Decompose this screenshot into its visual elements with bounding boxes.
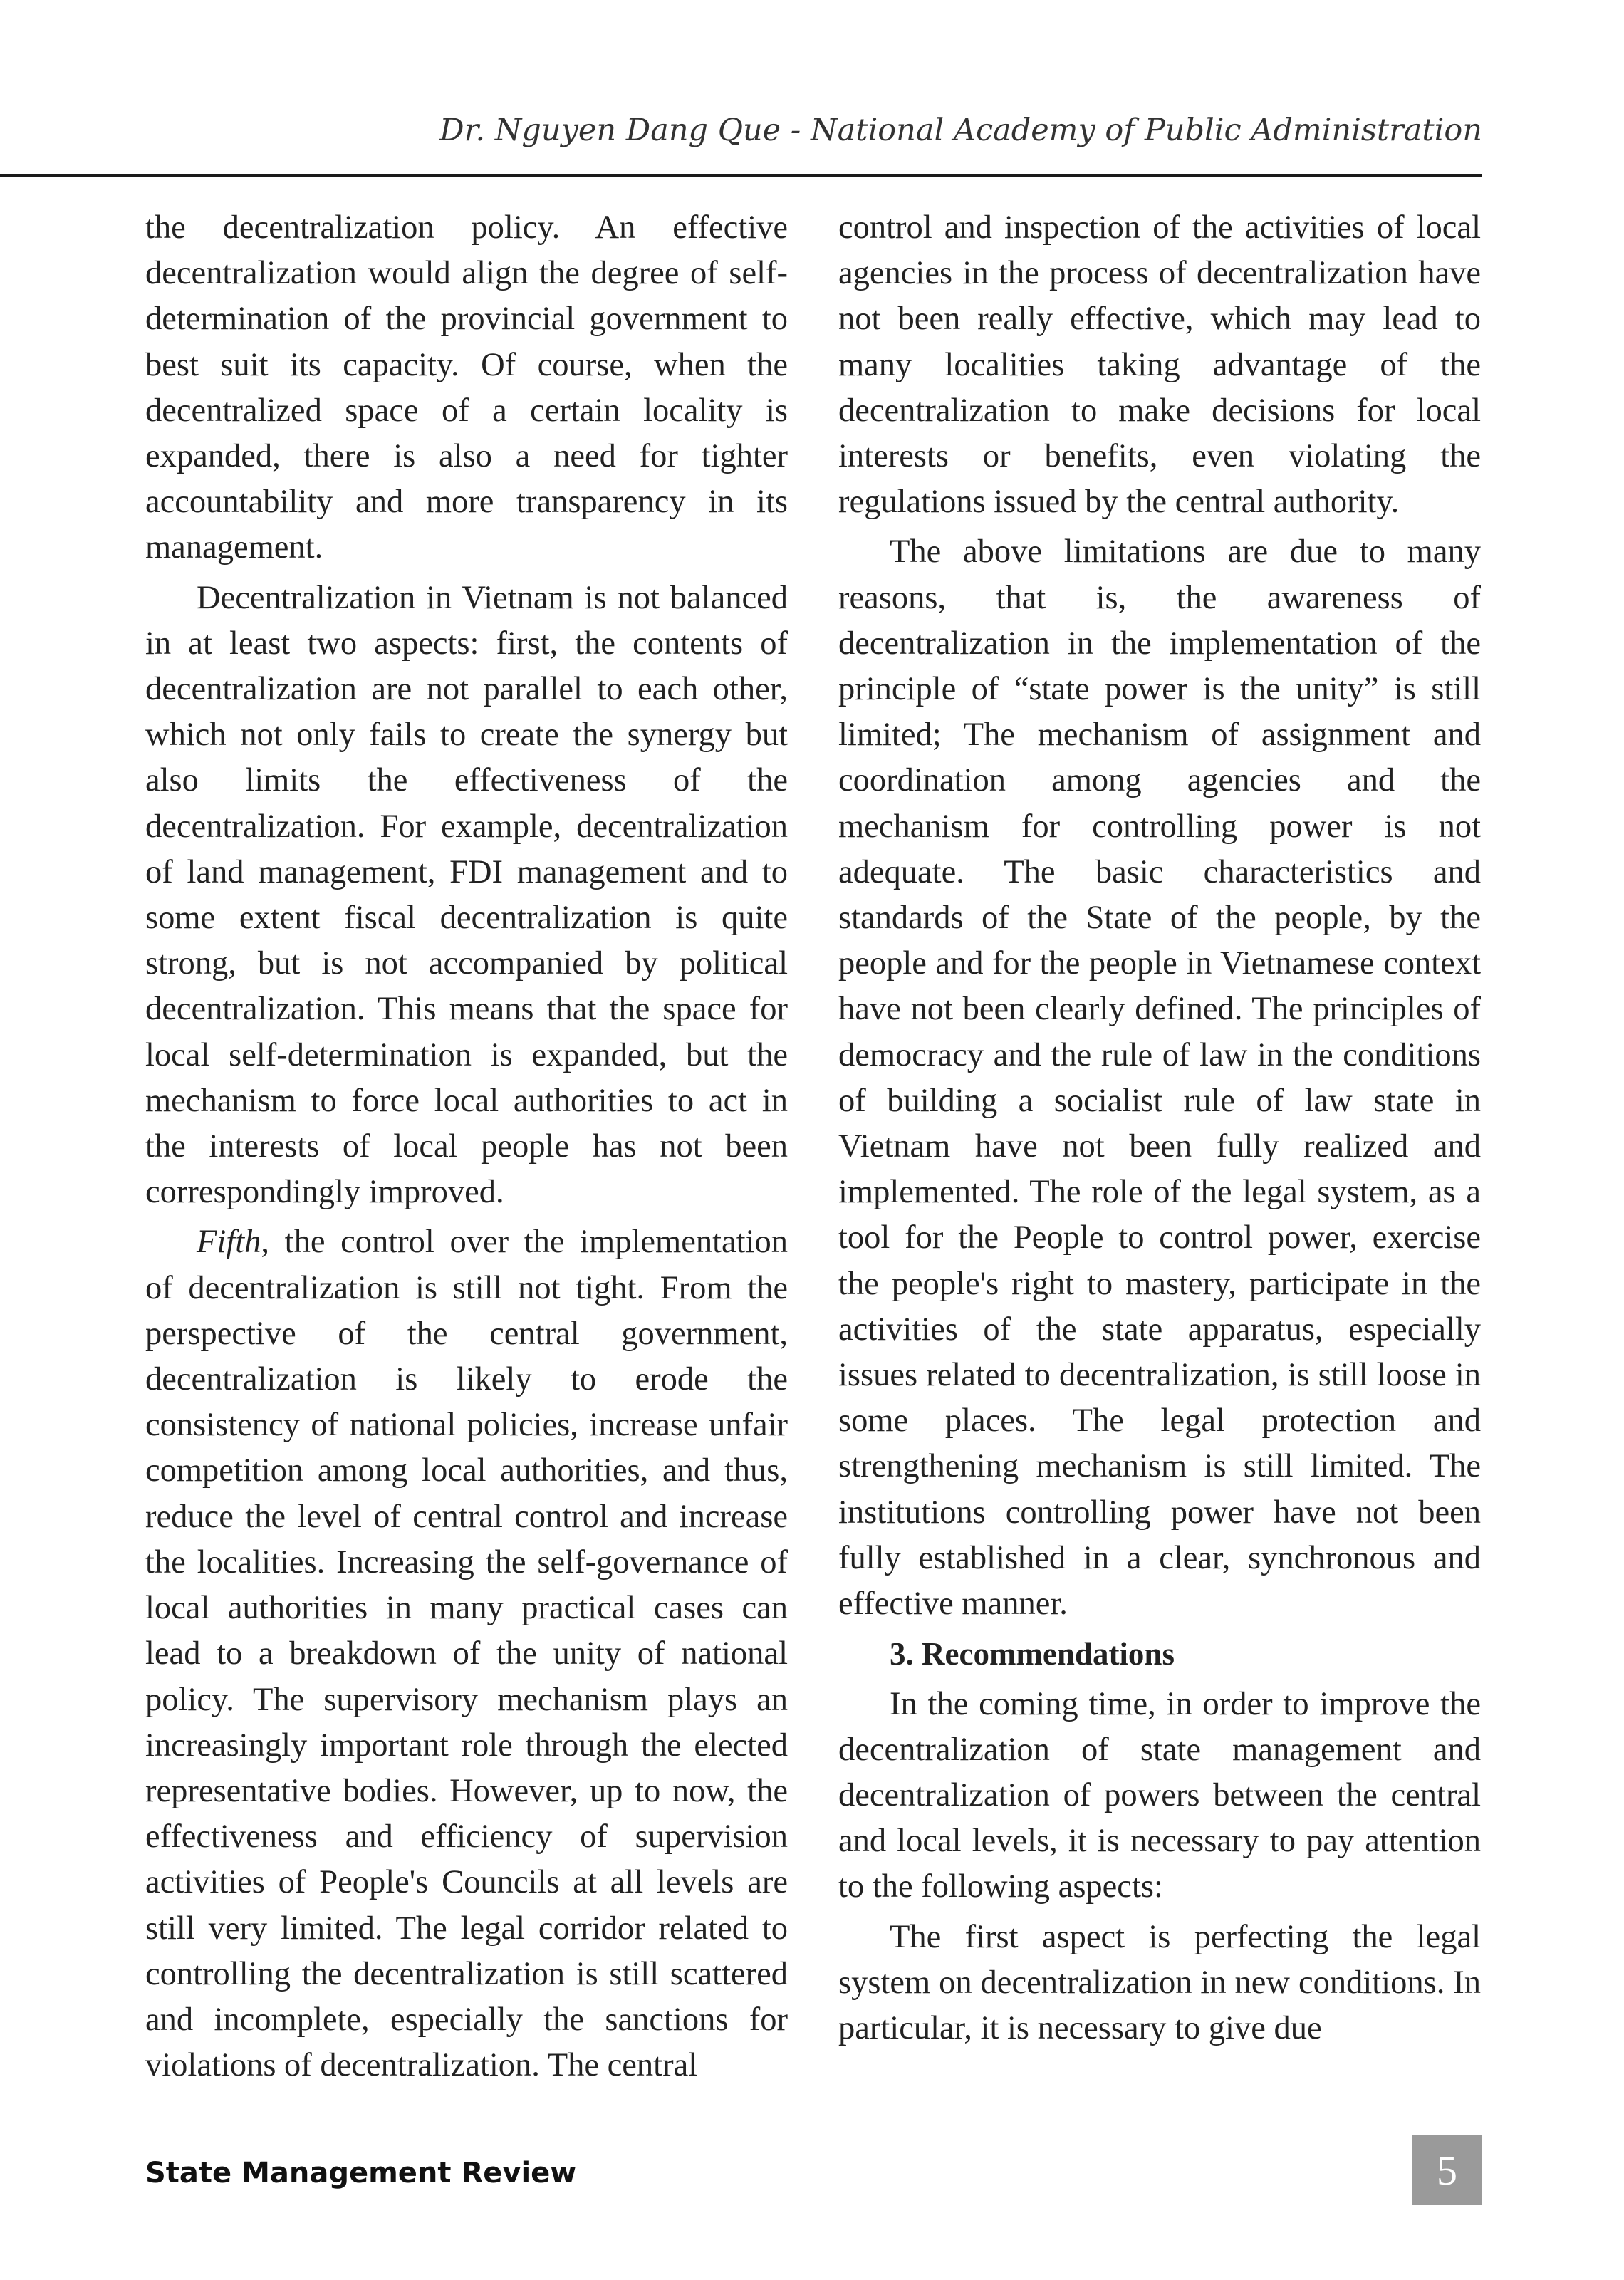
left-paragraph-3 [145,1219,788,2088]
right-paragraph-3: In the coming time, in order to improve the decentralization of state management and decentralization of powers between the central and local levels, it is necessary to pay attention to the following aspects: [838,1685,1481,1905]
left-paragraph-3-text: , the control over the implementation of decentralization is still not tight. From the perspective of the central government, decentralization is likely to erode the consistency of national policies, increase unfair competition among local authorities, and thus, reduce the level of central control and increase the localities. Increasing the self-governance of local authorities in many practical cases can lead to a breakdown of the unity of national policy. The supervisory mechanism plays an increasingly important role through the elected representative bodies. However, up to now, the effectiveness and efficiency of supervision activities of People's Councils at all levels are still very limited. The legal corridor related to controlling the decentralization is still scattered and incomplete, especially the sanctions for violations of decentralization. The central [145,1224,788,2084]
left-paragraph-1: the decentralization policy. An effective decentralization would align the degree of self-determination of the provincial government to best suit its capacity. Of course, when the decentralized space of a certain locality is expanded, there is also a need for tighter accountability and more transparency in its management. [145,209,788,566]
running-header: Dr. Nguyen Dang Que - National Academy of Public Administration [439,113,1482,148]
left-paragraph-2: Decentralization in Vietnam is not balanced in at least two aspects: first, the contents of decentralization are not parallel to each other, which not only fails to create the synergy but also limits the effectiveness of the decentralization. For example, decentralization of land management, FDI management and to some extent fiscal decentralization is quite strong, but is not accompanied by political decentralization. This means that the space for local self-determination is expanded, but the mechanism to force local authorities to act in the interests of local people has not been correspondingly improved. [145,579,788,1211]
header-rule [0,174,1482,177]
right-paragraph-4: The first aspect is perfecting the legal system on decentralization in new conditions. In particular, it is necessary to give due [838,1918,1481,2046]
right-paragraph-2: The above limitations are due to many reasons, that is, the awareness of decentralization in the implementation of the principle of “state power is the unity” is still limited; The mechanism of assignment and coordination among agencies and the mechanism for controlling power is not adequate. The basic characteristics and standards of the State of the people, by the people and for the people in Vietnamese context have not been clearly defined. The principles of democracy and the rule of law in the conditions of building a socialist rule of law state in Vietnam have not been fully realized and implemented. The role of the legal system, as a tool for the People to control power, exercise the people's right to mastery, participate in the activities of the state apparatus, especially issues related to decentralization, is still loose in some places. The legal protection and strengthening mechanism is still limited. The institutions controlling power have not been fully established in a clear, synchronous and effective manner. [838,533,1481,1623]
section-heading: 3. Recommendations [890,1636,1175,1672]
left-column [145,205,788,2093]
page-number: 5 [1437,2147,1457,2194]
page-number-box [1412,2135,1482,2205]
right-paragraph-1: control and inspection of the activities of local agencies in the process of decentralization have not been really effective, which may lead to many localities taking advantage of the decentralization to make decisions for local interests or benefits, even violating the regulations issued by the central authority. [838,209,1481,521]
right-column [838,205,1481,2056]
paragraph-lead-word: Fifth [197,1224,261,1261]
journal-title: State Management Review [145,2157,577,2190]
